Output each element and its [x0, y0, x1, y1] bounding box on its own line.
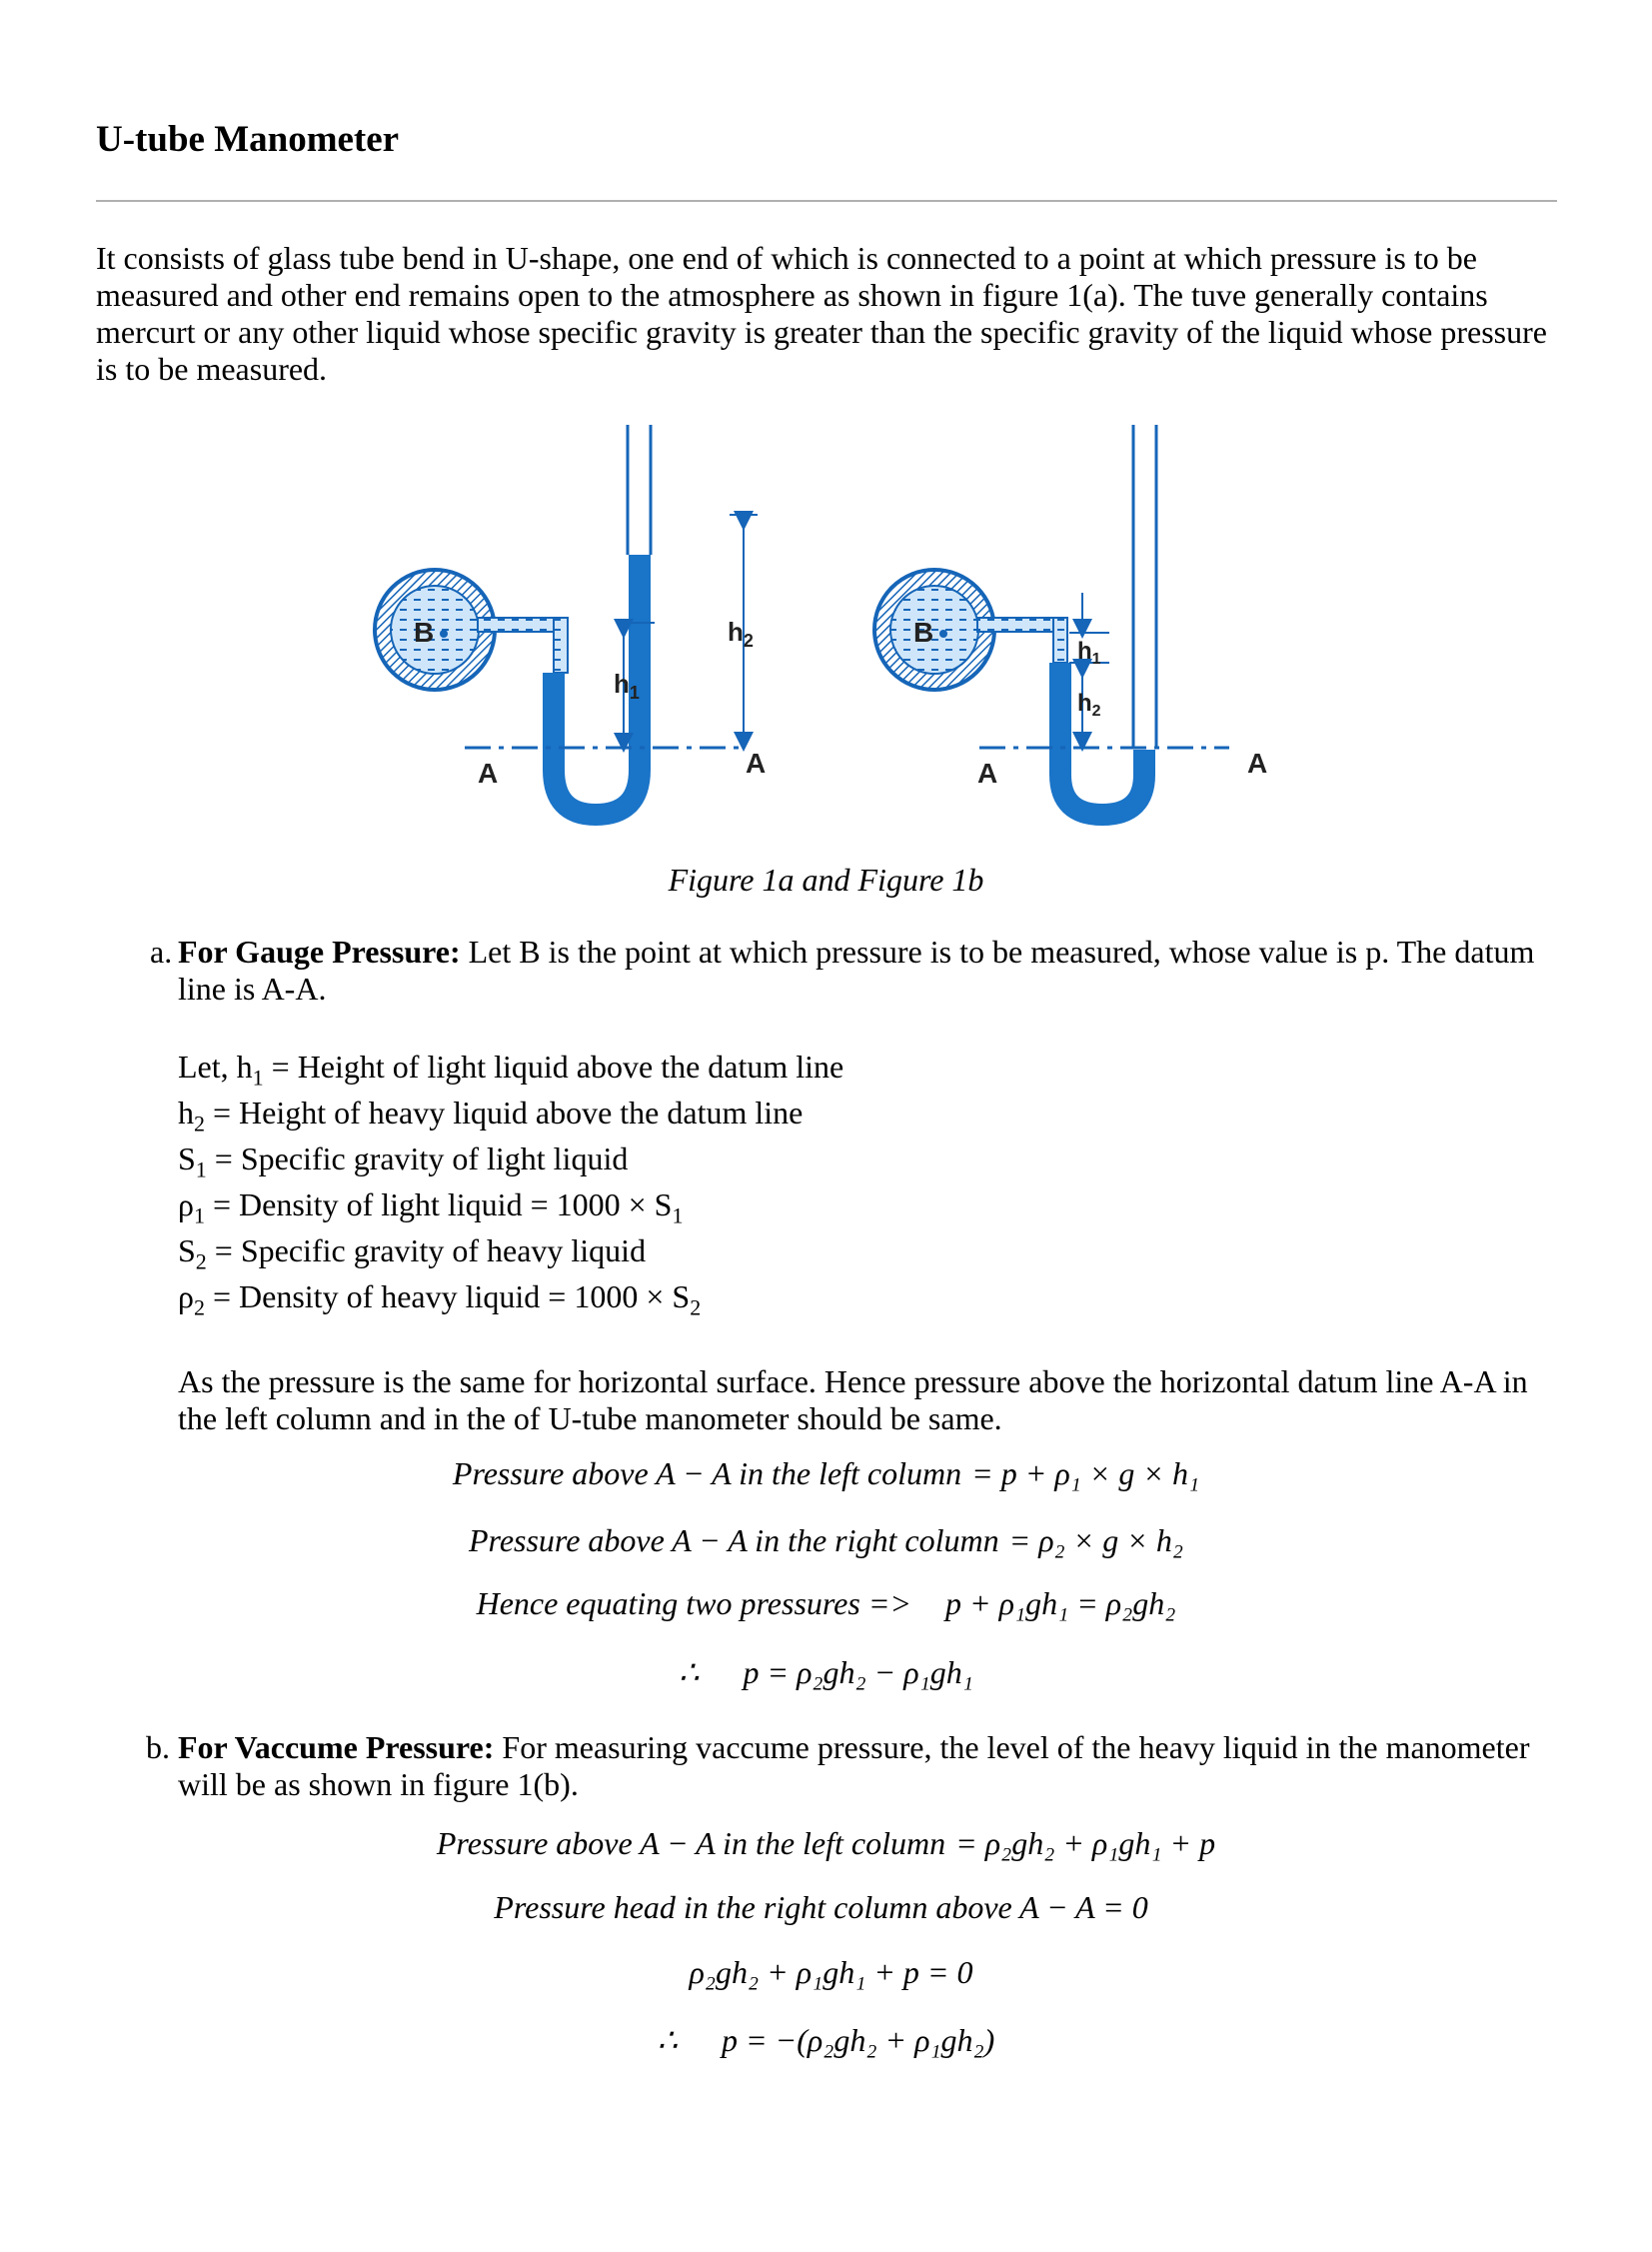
section-b-marker: b. — [146, 1729, 170, 1765]
h2-label-b: $h_2$ — [1077, 690, 1101, 720]
manometer-diagram — [370, 415, 1289, 845]
definition-item: $S_1$ = Specific gravity of light liquid — [178, 1140, 629, 1182]
equation-result-a: ∴ p = ρ₂gh₂ − ρ₁gh₁ — [679, 1654, 973, 1690]
u-tube-heavy-liquid-b — [1060, 663, 1144, 815]
section-b-intro — [178, 1729, 1557, 1803]
figure-caption: Figure 1a and Figure 1b — [668, 862, 984, 898]
point-b-label-b: B — [913, 617, 934, 648]
figure-1b — [874, 425, 1267, 815]
definition-item: Let, $h_1$ = Height of light liquid above the datum line — [178, 1049, 844, 1091]
definition-item: $h_2$ = Height of heavy liquid above the datum line — [178, 1095, 804, 1136]
section-a-heading: For Gauge Pressure: — [178, 934, 461, 970]
definition-item: $\rho_2$ = Density of heavy liquid = $1000 \times S_2$ — [178, 1278, 702, 1320]
equation-pressure-head-b: Pressure head in the right column above A − A = 0 — [494, 1889, 1148, 1925]
section-b-heading: For Vaccume Pressure: — [178, 1729, 495, 1765]
h2-label-a: $h_2$ — [728, 617, 754, 651]
intro-paragraph: It consists of glass tube bend in U-shape, one end of which is connected to a point at which pressure is to be measured and other end remains open to the atmosphere as shown in figure 1(a). The tuve generally contains mercurt or any other liquid whose specific gravity is greater than the specific gravity of the liquid whose pressure is to be measured. — [96, 240, 1547, 387]
datum-right-label-a: A — [746, 748, 767, 779]
vessel-liquid-a — [391, 586, 479, 674]
datum-left-label-b: A — [977, 758, 998, 789]
equation-left-column-a: Pressure above A − A in the left column = p + ρ₁ × g × h₁ — [452, 1455, 1200, 1491]
left-column-light-a — [554, 618, 568, 673]
equation-result-b: ∴ p = −(ρ₂gh₂ + ρ₁gh₂) — [657, 2022, 995, 2058]
page-title: U-tube Manometer — [96, 119, 400, 160]
section-a-intro — [178, 934, 1557, 1008]
left-column-light-b — [1053, 618, 1067, 663]
section-b-text: For measuring vaccume pressure, the level of the heavy liquid in the manometer will be as shown in figure 1(b). — [178, 1729, 1530, 1802]
h1-label-b: $h_1$ — [1077, 638, 1101, 668]
equation-left-column-b: Pressure above A − A in the left column = ρ₂gh₂ + ρ₁gh₁ + p — [436, 1825, 1216, 1861]
vessel-liquid-b — [890, 586, 978, 674]
datum-left-label-a: A — [478, 758, 499, 789]
manometer-figure — [370, 415, 1289, 845]
definitions-list — [178, 1044, 1377, 1319]
definition-item: $\rho_1$ = Density of light liquid = $1000 \times S_1$ — [178, 1186, 684, 1228]
figure-1a — [375, 425, 766, 815]
equation-equating-a: Hence equating two pressures => p + ρ₁gh₁ = ρ₂gh₂ — [476, 1585, 1176, 1621]
definition-item: $S_2$ = Specific gravity of heavy liquid — [178, 1232, 647, 1274]
horizontal-divider — [96, 200, 1557, 202]
section-a-marker: a. — [150, 934, 173, 970]
equation-sum-b: ρ₂gh₂ + ρ₁gh₁ + p = 0 — [689, 1954, 973, 1990]
point-b-dot-b — [939, 630, 947, 638]
h1-label-a: $h_1$ — [614, 669, 640, 703]
section-a-text: Let B is the point at which pressure is to be measured, whose value is p. The datum line is A-A. — [178, 934, 1535, 1007]
section-a-paragraph: As the pressure is the same for horizontal surface. Hence pressure above the horizontal datum line A-A in the left column and in the of U-tube manometer should be same. — [178, 1363, 1528, 1436]
datum-right-label-b: A — [1247, 748, 1268, 779]
equation-right-column-a: Pressure above A − A in the right column = ρ₂ × g × h₂ — [469, 1522, 1183, 1558]
point-b-label-a: B — [414, 617, 435, 648]
point-b-dot-a — [440, 630, 448, 638]
